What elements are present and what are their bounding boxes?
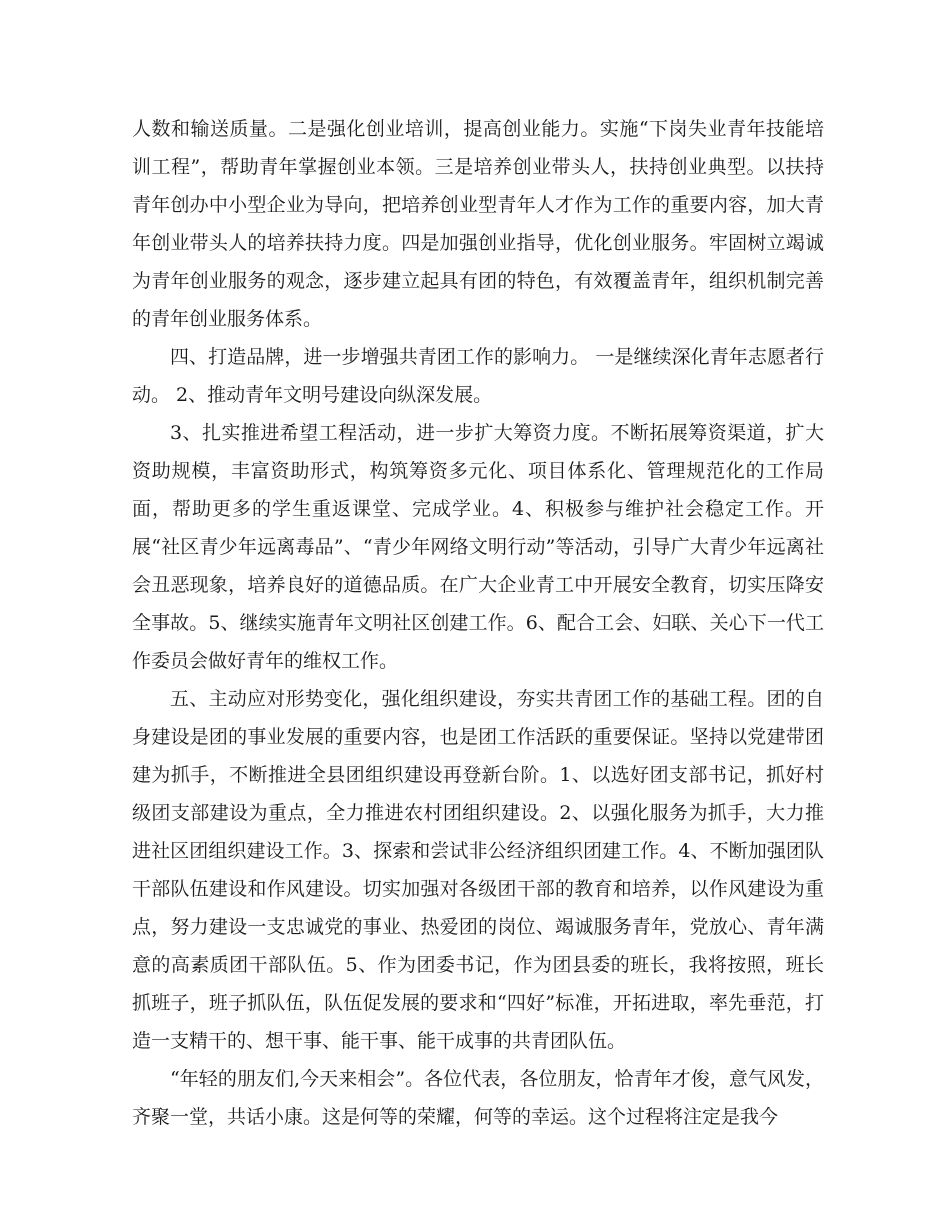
paragraph-4: 五、主动应对形势变化，强化组织建设，夯实共青团工作的基础工程。团的自身建设是团的事业发展的重要内容，也是团工作活跃的重要保证。坚持以党建带团建为抓手，不断推进全县团组织建设再登新台阶。1、以选好团支部书记，抓好村级团支部建设为重点，全力推进农村团组织建设。2、以强化服务为抓手，大力推进社区团组织建设工作。3、探索和尝试非公经济组织团建工作。4、不断加强团队干部队伍建设和作风建设。切实加强对各级团干部的教育和培养，以作风建设为重点，努力建设一支忠诚党的事业、热爱团的岗位、竭诚服务青年，党放心、青年满意的高素质团干部队伍。5、作为团委书记，作为团县委的班长，我将按照，班长抓班子，班子抓队伍，队伍促发展的要求和“四好”标准，开拓进取，率先垂范，打造一支精干的、想干事、能干事、能干成事的共青团队伍。 <box>132 688 824 1052</box>
paragraph-1: 人数和输送质量。二是强化创业培训，提高创业能力。实施“下岗失业青年技能培训工程”，帮助青年掌握创业本领。三是培养创业带头人，扶持创业典型。以扶持青年创办中小型企业为导向，把培养创业型青年人才作为工作的重要内容，加大青年创业带头人的培养扶持力度。四是加强创业指导，优化创业服务。牢固树立竭诚为青年创业服务的观念，逐步建立起具有团的特色，有效覆盖青年，组织机制完善的青年创业服务体系。 <box>132 118 824 330</box>
document-body <box>132 110 824 1136</box>
paragraph-5: “年轻的朋友们,今天来相会”。各位代表，各位朋友，恰青年才俊，意气风发，齐聚一堂，共话小康。这是何等的荣耀，何等的幸运。这个过程将注定是我今 <box>132 1068 824 1128</box>
paragraph-2: 四、打造品牌，进一步增强共青团工作的影响力。 一是继续深化青年志愿者行动。 2、推动青年文明号建设向纵深发展。 <box>132 346 824 406</box>
paragraph-3: 3、扎实推进希望工程活动，进一步扩大筹资力度。不断拓展筹资渠道，扩大资助规模，丰富资助形式，构筑筹资多元化、项目体系化、管理规范化的工作局面，帮助更多的学生重返课堂、完成学业。4、积极参与维护社会稳定工作。开展“社区青少年远离毒品”、“青少年网络文明行动”等活动，引导广大青少年远离社会丑恶现象，培养良好的道德品质。在广大企业青工中开展安全教育，切实压降安全事故。5、继续实施青年文明社区创建工作。6、配合工会、妇联、关心下一代工作委员会做好青年的维权工作。 <box>132 422 824 672</box>
